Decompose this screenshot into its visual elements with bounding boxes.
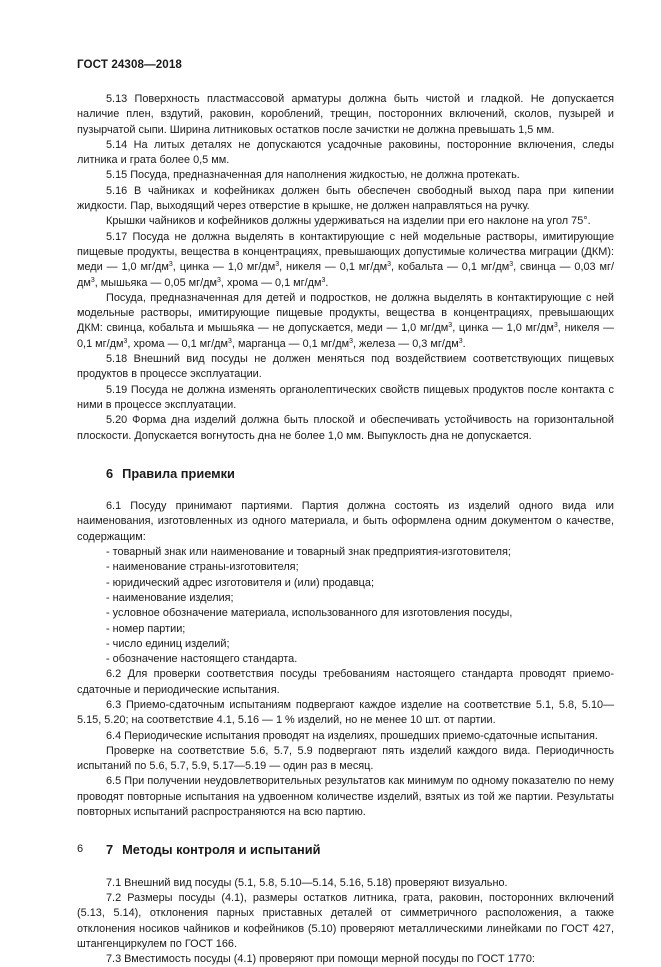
list-item: - товарный знак или наименование и товарный знак предприятия-изготовителя; [106, 546, 511, 559]
clause-7-2: 7.2 Размеры посуды (4.1), размеры остатков литника, грата, раковин, посторонних включений (5.13, 5.14), отклонения парных приставных деталей от симметричного расположения, а также отклонения носиков чайников и кофейников (5.10) проверяют металлическими линейками по ГОСТ 427, штангенциркулем по ГОСТ 166. [77, 891, 614, 950]
clause-6-4-periodic: Проверке на соответствие 5.6, 5.7, 5.9 подвергают пять изделий каждого вида. Периодичность испытаний по 5.6, 5.7, 5.9, 5.17—5.19 — один раз в месяц. [77, 744, 614, 773]
clause-6-4: 6.4 Периодические испытания проводят на изделиях, прошедших приемо-сдаточные испытания. [106, 729, 598, 742]
clause-5-19: 5.19 Посуда не должна изменять органолептических свойств пищевых продуктов после контакта с ними в процессе эксплуатации. [77, 383, 614, 411]
list-item: - число единиц изделий; [106, 637, 230, 650]
list-item: - наименование изделия; [106, 591, 234, 604]
clause-5-18: 5.18 Внешний вид посуды не должен меняться под воздействием соответствующих пищевых продуктов в процессе эксплуатации. [77, 353, 614, 381]
clause-5-13: 5.13 Поверхность пластмассовой арматуры должна быть чистой и гладкой. Не допускается наличие плен, вздутий, раковин, короблений, трещин, посторонних включений, сколов, пузырей и пузырчатой сыпи. Ширина литниковых остатков после зачистки не должна превышать 1,5 мм. [77, 93, 614, 136]
clause-5-17: 5.17 Посуда не должна выделять в контактирующие с ней модельные растворы, имитирующие пищевые продукты, вещества в концентрациях, превышающих допустимые количества миграции (ДКМ): меди — 1,0 $мг/дм^3$, цинка — 1,0 $мг/дм^3$, никеля — 0,1 $мг/дм^3$, кобальта — 0,1 $мг/дм^3$, свинца — 0,03 $мг/дм^3$, мышьяка — 0,05 $мг/дм^3$, хрома — 0,1 $мг/дм^3$. [77, 230, 615, 289]
clause-6-3: 6.3 Приемо-сдаточным испытаниям подвергают каждое изделие на соответствие 5.1, 5.8, 5.10—5.15, 5.20; на соответствие 4.1, 5.16 — 1 % изделий, но не менее 10 шт. от партии. [77, 698, 614, 727]
clause-5-16-lids: Крышки чайников и кофейников должны удерживаться на изделии при его наклоне на угол 75°. [106, 215, 591, 228]
clause-7-3: 7.3 Вместимость посуды (4.1) проверяют при помощи мерной посуды по ГОСТ 1770: [106, 953, 535, 966]
list-item: - юридический адрес изготовителя и (или) продавца; [106, 576, 374, 589]
page-number: 6 [77, 843, 84, 855]
clause-7-1: 7.1 Внешний вид посуды (5.1, 5.8, 5.10—5.14, 5.16, 5.18) проверяют визуально. [106, 876, 508, 889]
clause-6-1-list [77, 545, 614, 667]
document-header: ГОСТ 24308—2018 [77, 58, 182, 71]
clause-6-5: 6.5 При получении неудовлетворительных результатов как минимум по одному показателю по нему проводят повторные испытания на удвоенном количестве изделий, взятых из той же партии. Результаты повторных испытаний распространяются на всю партию. [77, 775, 614, 819]
section-7-heading: 7 Методы контроля и испытаний [106, 842, 321, 858]
clause-5-20: 5.20 Форма дна изделий должна быть плоской и обеспечивать устойчивость на горизонтальной плоскости. Допускается вогнутость дна не более 1,0 мм. Выпуклость дна не допускается. [77, 414, 614, 442]
list-item: - номер партии; [106, 622, 186, 635]
clause-5-17-children: Посуда, предназначенная для детей и подростков, не должна выделять в контактирующие с ней модельные растворы, имитирующие пищевые продукты, вещества в концентрациях, превышающих ДКМ: свинца, кобальта и мышьяка — не допускается, меди — 1,0 $мг/дм^3$, цинка — 1,0 $мг/дм^3$, никеля — 0,1 $мг/дм^3$, хрома — 0,1 $мг/дм^3$, марганца — 0,1 $мг/дм^3$, железа — 0,3 $мг/дм^3$. [77, 291, 615, 350]
clause-6-1: 6.1 Посуду принимают партиями. Партия должна состоять из изделий одного вида или наименования, изготовленных из одного материала, и быть оформлена одним документом о качестве, содержащим: [77, 500, 614, 543]
page-body [77, 92, 614, 967]
clause-5-14: 5.14 На литых деталях не допускаются усадочные раковины, посторонние включения, следы литника и грата более 0,5 мм. [77, 138, 614, 167]
list-item: - наименование страны-изготовителя; [106, 561, 299, 574]
clause-6-2: 6.2 Для проверки соответствия посуды требованиям настоящего стандарта проводят приемо-сдаточные и периодические испытания. [77, 668, 614, 696]
list-item: - условное обозначение материала, использованного для изготовления посуды, [106, 607, 513, 620]
clause-5-15: 5.15 Посуда, предназначенная для наполнения жидкостью, не должна протекать. [106, 169, 520, 182]
section-6-heading: 6 Правила приемки [106, 465, 235, 481]
list-item: - обозначение настоящего стандарта. [106, 653, 298, 666]
clause-5-16: 5.16 В чайниках и кофейниках должен быть обеспечен свободный выход пара при кипении жидкости. Пар, выходящий через отверстие в крышке, не должен направляться на ручку. [77, 184, 614, 213]
